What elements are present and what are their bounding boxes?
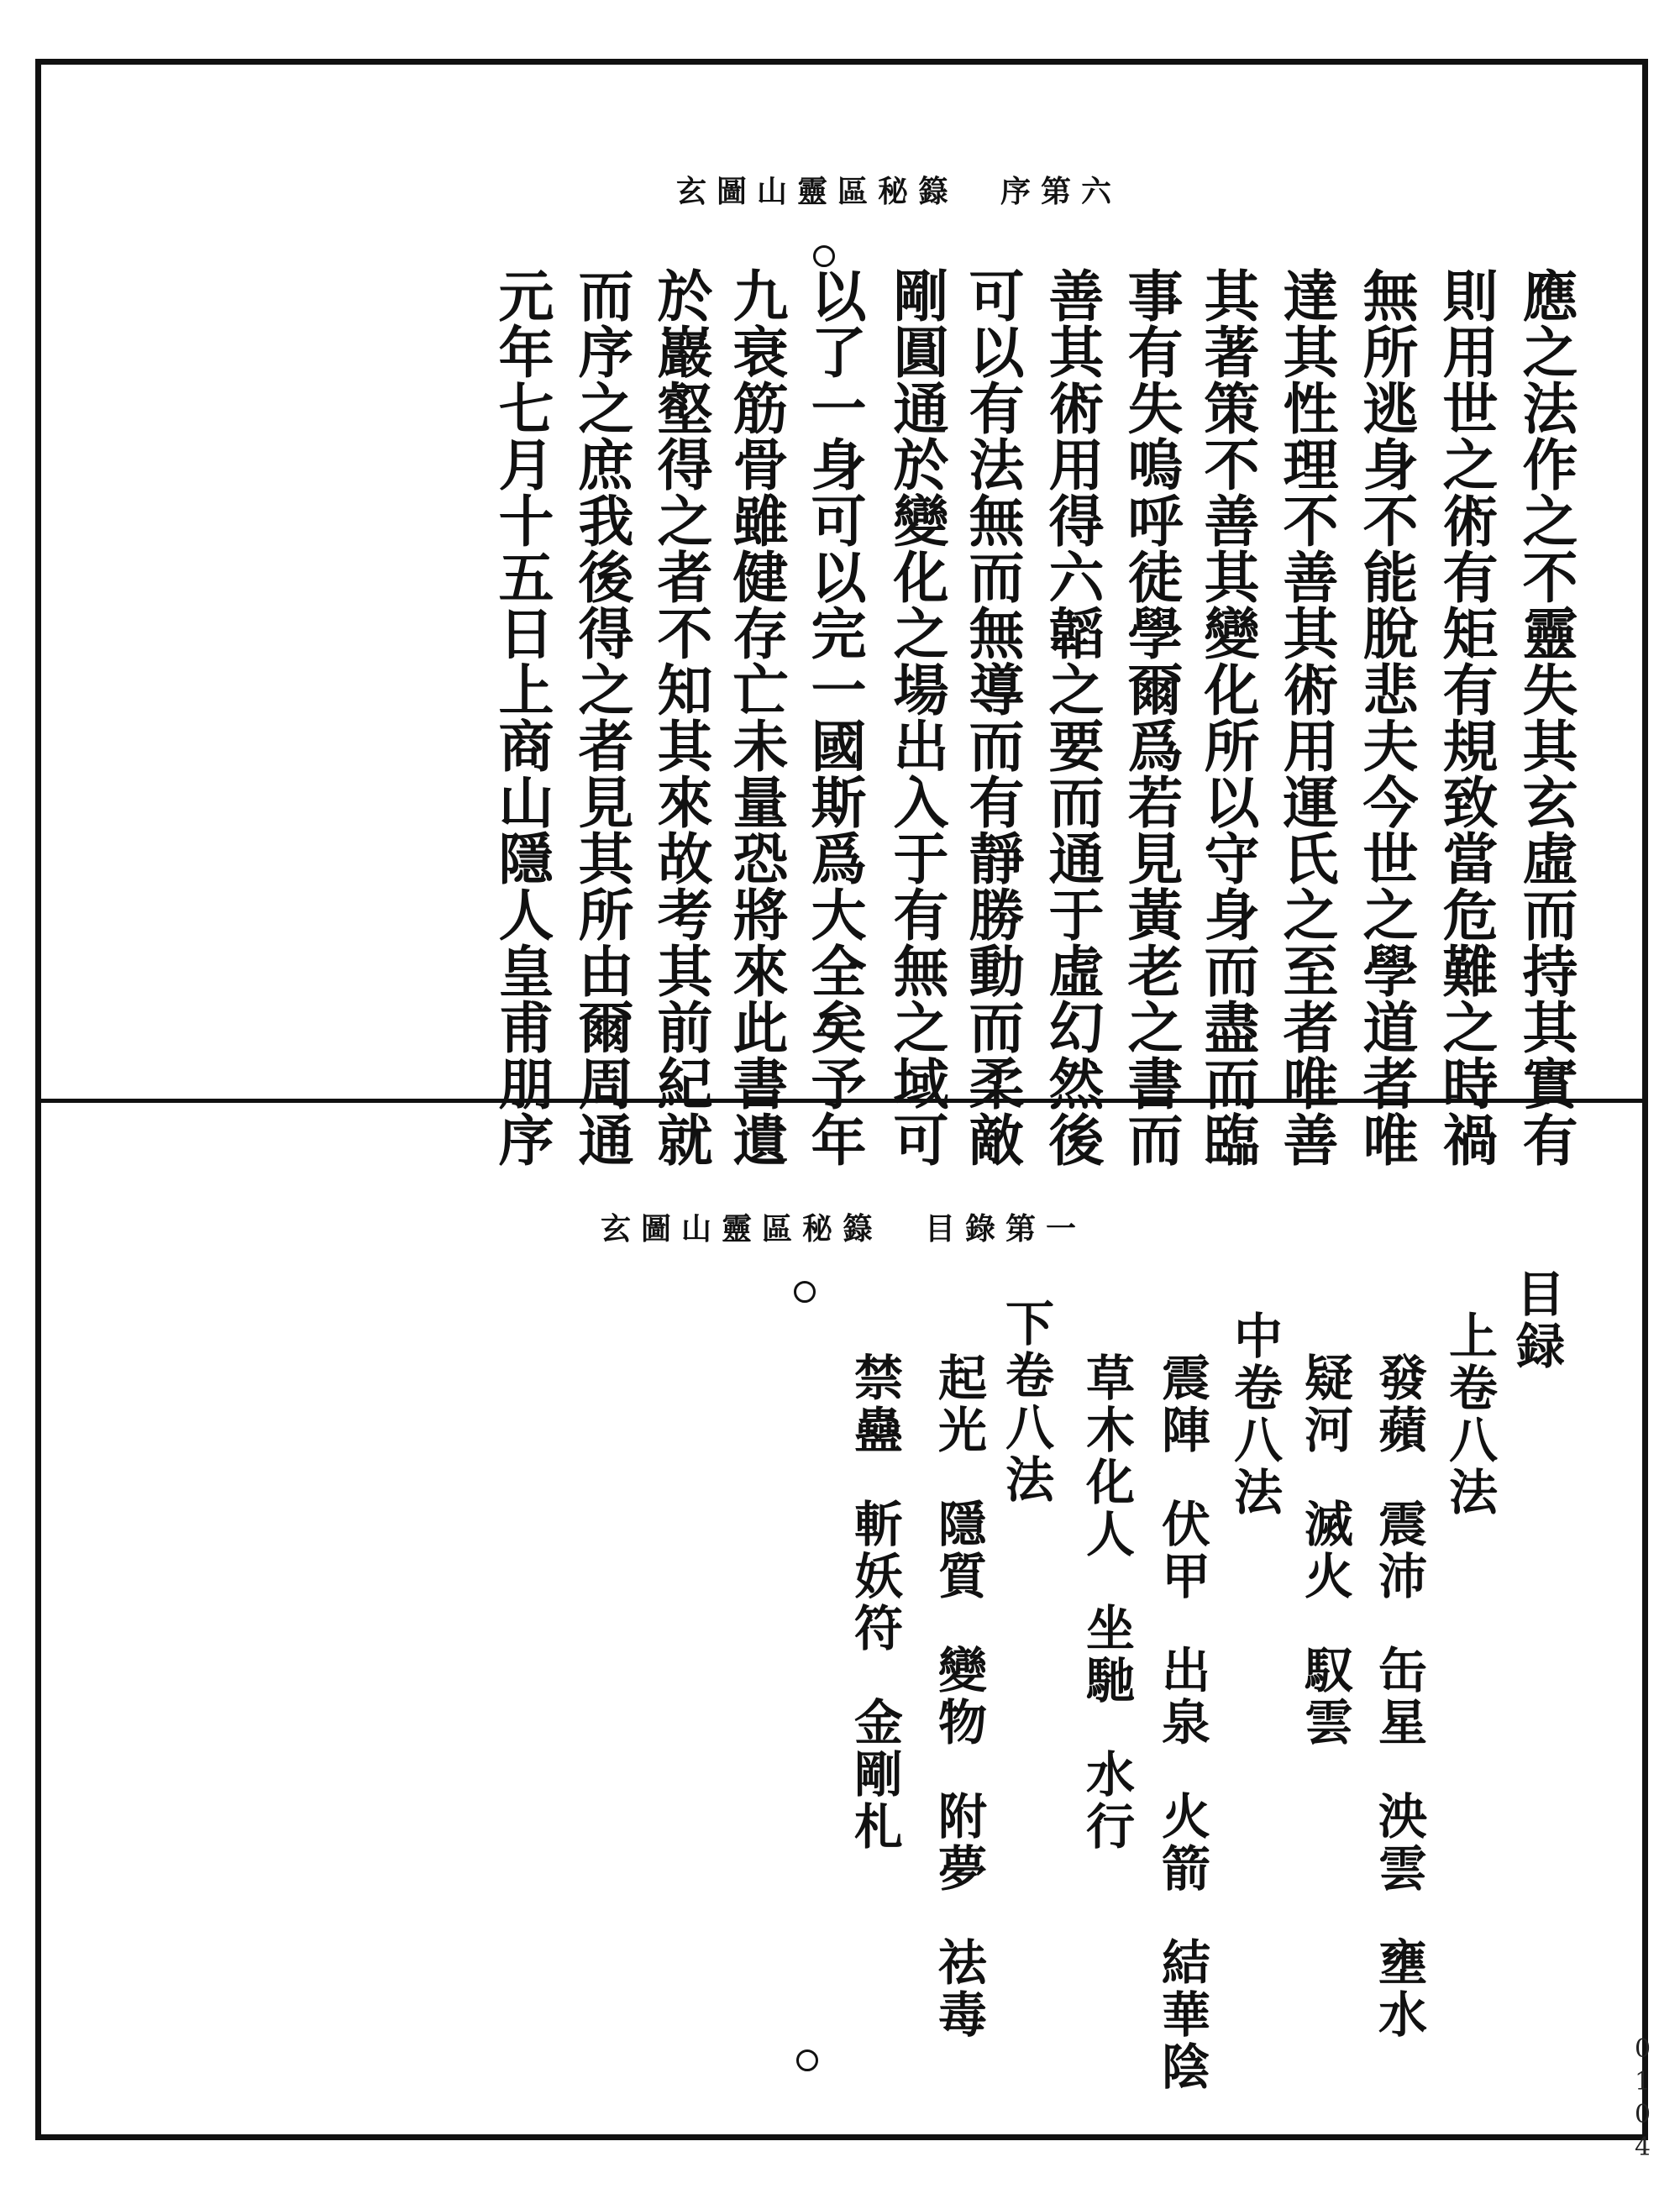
toc-item: 震沛 (1370, 1498, 1427, 1603)
text-column: 剛圓通於變化之場出入于有無之域可 (884, 267, 949, 1168)
toc-item: 震陣 (1153, 1352, 1210, 1456)
toc-item: 壅水 (1370, 1937, 1427, 2041)
text-column: 可以有法無而無導而有靜勝動而柔敵 (959, 267, 1025, 1168)
text-column: 於巖壑得之者不知其來故考其前紀就 (648, 267, 713, 1168)
toc-item: 出泉 (1153, 1645, 1210, 1749)
text-column: 善其術用得六韜之要而通于虛幻然後 (1039, 267, 1105, 1168)
toc-item: 伏甲 (1153, 1498, 1210, 1603)
toc-item: 結華陰 (1153, 1937, 1210, 2093)
page1-header-section: 序第六 (1000, 174, 1122, 209)
toc-item: 草木化人 (1078, 1352, 1135, 1561)
toc-item: 斬妖符 (846, 1498, 903, 1655)
page-number: 0104 (1628, 2034, 1657, 2165)
toc-heading: 目録 (1508, 1268, 1565, 1372)
toc-item: 火箭 (1153, 1791, 1210, 1895)
toc-item: 起光 (930, 1352, 987, 1456)
toc-item: 水行 (1078, 1749, 1135, 1853)
page2-header-section: 目錄第一 (925, 1211, 1087, 1246)
toc-item: 疑河 (1296, 1352, 1353, 1456)
toc-item: 隱質 (930, 1498, 987, 1603)
text-column: 九衰筋骨雖健存亡未量恐將來此書遺 (723, 267, 789, 1168)
toc-entry-row (1370, 1352, 1427, 2041)
text-column: 其著策不善其變化所以守身而盡而臨 (1194, 267, 1260, 1168)
toc-item: 發蘋 (1370, 1352, 1427, 1456)
volume-title-lower: 下卷八法 (997, 1298, 1054, 1506)
text-column: 而序之庶我後得之者見其所由爾周通 (569, 267, 634, 1168)
toc-item: 金剛札 (846, 1697, 903, 1853)
text-column: 以了一身可以完一國斯爲大全矣予年 (801, 267, 867, 1168)
volume-title-upper: 上卷八法 (1441, 1310, 1498, 1519)
binding-hole (813, 245, 835, 267)
text-column: 事有失嗚呼徒學爾爲若見黃老之書而 (1118, 267, 1184, 1168)
toc-entry-row (846, 1352, 903, 1853)
volume-title-middle: 中卷八法 (1226, 1310, 1283, 1519)
toc-item: 附夢 (930, 1791, 987, 1895)
toc-item: 馭雲 (1296, 1645, 1353, 1749)
toc-item: 變物 (930, 1645, 987, 1749)
toc-item: 缶星 (1370, 1645, 1427, 1749)
toc-item: 禁蠱 (846, 1352, 903, 1456)
toc-entry-row (1296, 1352, 1353, 1749)
text-column: 元年七月十五日上商山隱人皇甫朋序 (489, 267, 554, 1168)
page2-header (601, 1205, 1086, 1248)
binding-hole (796, 2049, 818, 2071)
text-column: 無所逃身不能脫悲夫今世之學道者唯 (1353, 267, 1419, 1168)
toc-entry-row (930, 1352, 987, 2041)
page1-header (676, 168, 1121, 211)
toc-entry-row (1153, 1352, 1210, 2093)
binding-hole (794, 1281, 816, 1303)
toc-item: 滅火 (1296, 1498, 1353, 1603)
toc-entry-row (1078, 1352, 1135, 1853)
text-column: 則用世之術有矩有規致當危難之時禍 (1433, 267, 1499, 1168)
toc-item: 坐馳 (1078, 1603, 1135, 1707)
page1-header-title: 玄圖山靈區秘籙 (676, 174, 959, 209)
text-column: 應之法作之不靈失其玄虛而持其實有 (1513, 267, 1578, 1168)
toc-item: 泱雲 (1370, 1791, 1427, 1895)
text-column: 達其性理不善其術用運氏之至者唯善 (1273, 267, 1339, 1168)
toc-item: 祛毒 (930, 1937, 987, 2041)
page2-header-title: 玄圖山靈區秘籙 (601, 1211, 884, 1246)
